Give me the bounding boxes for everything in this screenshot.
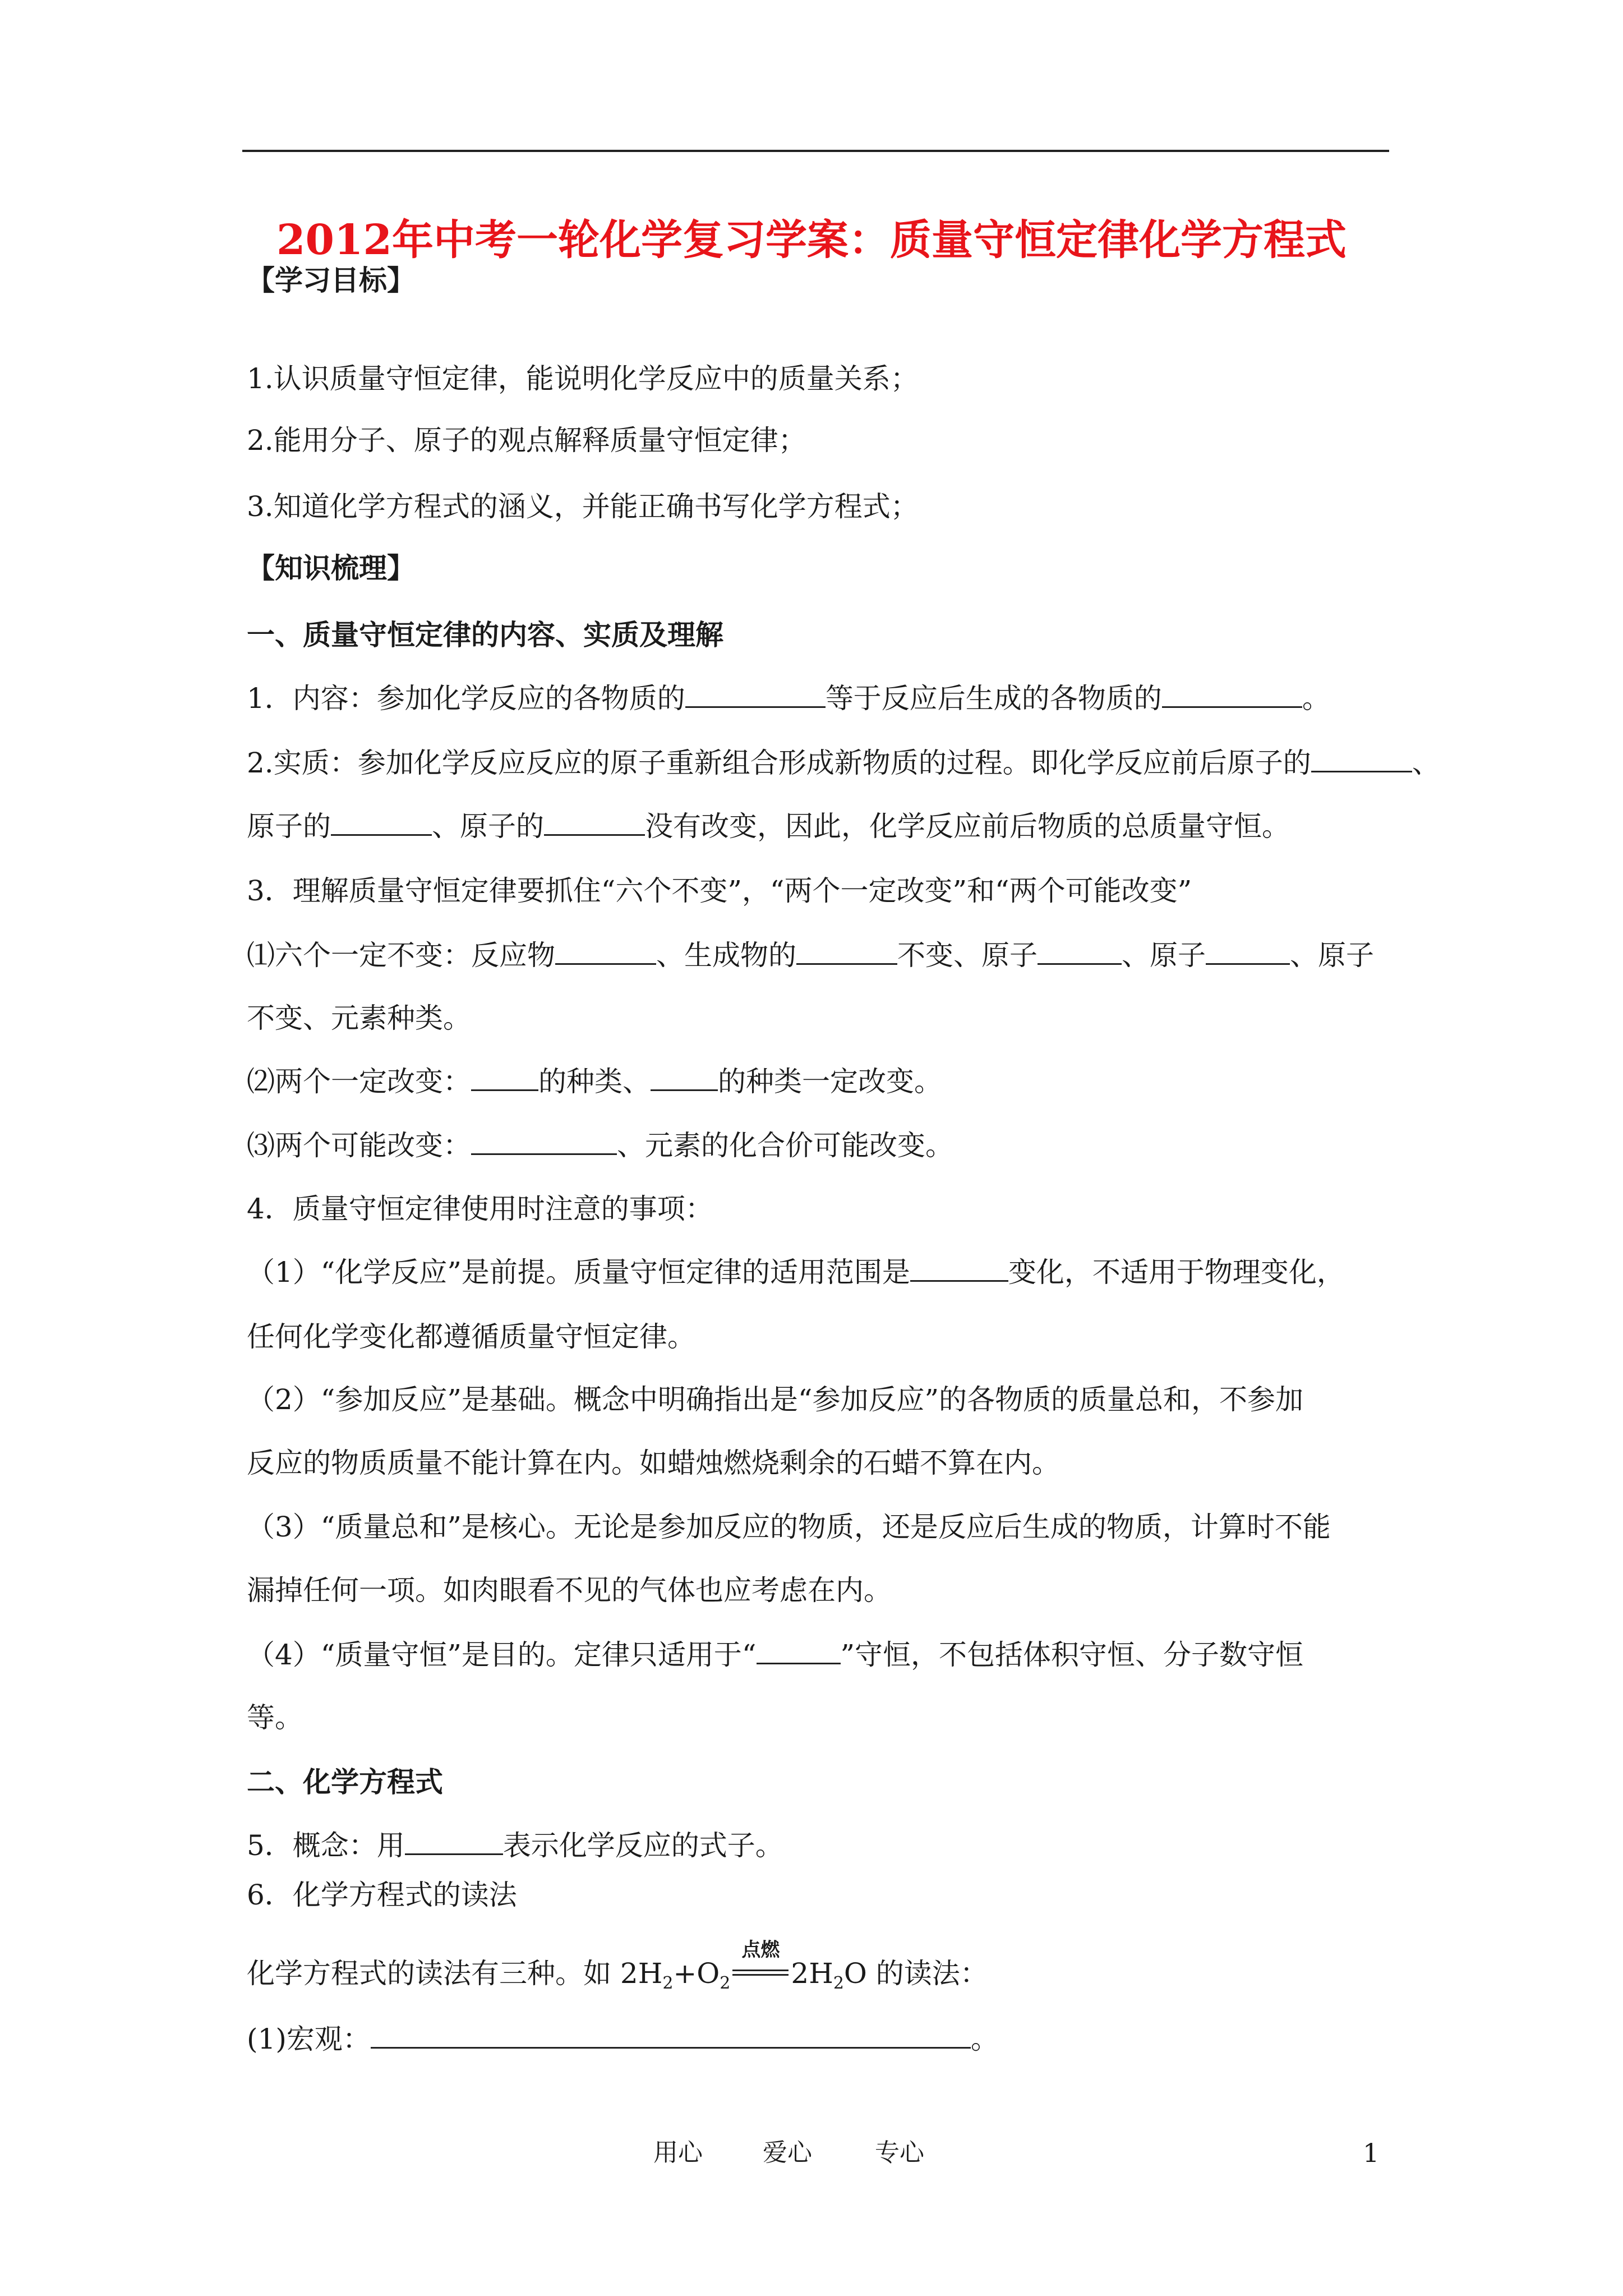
heading-mass-conservation: 一、质量守恒定律的内容、实质及理解 bbox=[247, 618, 723, 651]
item-4-1-line-1: （1）“化学反应”是前提。质量守恒定律的适用范围是 变化，不适用于物理变化， bbox=[247, 1256, 1345, 1289]
footer-word-1: 用心 bbox=[653, 2138, 703, 2167]
item-2-line-2: 原子的 、原子的 没有改变，因此，化学反应前后物质的总质量守恒。 bbox=[247, 810, 1290, 843]
section-knowledge-heading: 【知识梳理】 bbox=[247, 551, 415, 585]
item-1: 1．内容：参加化学反应的各物质的 等于反应后生成的各物质的 。 bbox=[247, 682, 1330, 715]
fill-blank[interactable] bbox=[471, 1065, 538, 1091]
goal-3: 3.知道化学方程式的涵义，并能正确书写化学方程式； bbox=[247, 490, 919, 523]
fill-blank[interactable] bbox=[1206, 938, 1290, 965]
item-4-3-line-2: 漏掉任何一项。如肉眼看不见的气体也应考虑在内。 bbox=[247, 1574, 892, 1607]
item-3: 3．理解质量守恒定律要抓住“六个不变”，“两个一定改变”和“两个可能改变” bbox=[247, 875, 1192, 907]
fill-blank[interactable] bbox=[1038, 938, 1122, 965]
fill-blank[interactable] bbox=[471, 1129, 617, 1155]
fill-blank[interactable] bbox=[651, 1065, 718, 1091]
heading-chemical-equation: 二、化学方程式 bbox=[247, 1765, 443, 1798]
page-number: 1 bbox=[1363, 2138, 1380, 2168]
goal-1: 1.认识质量守恒定律，能说明化学反应中的质量关系； bbox=[247, 362, 919, 395]
footer-word-2: 爱心 bbox=[763, 2138, 812, 2167]
fill-blank[interactable] bbox=[757, 1638, 841, 1664]
item-5: 5．概念：用 表示化学反应的式子。 bbox=[247, 1829, 783, 1862]
item-4-4-line-1: （4）“质量守恒”是目的。定律只适用于“ ”守恒，不包括体积守恒、分子数守恒 bbox=[247, 1639, 1304, 1671]
fill-blank[interactable] bbox=[910, 1255, 1008, 1282]
header-rule bbox=[242, 150, 1389, 152]
fill-blank[interactable] bbox=[371, 2022, 971, 2049]
equation-line: 化学方程式的读法有三种。如 $2H_2+O_2$ 点燃 $2H_2O$ 的读法： bbox=[247, 1939, 988, 1993]
item-3-3: ⑶两个可能改变： 、元素的化合价可能改变。 bbox=[247, 1129, 953, 1162]
fill-blank[interactable] bbox=[1311, 746, 1412, 772]
fill-blank[interactable] bbox=[685, 682, 826, 708]
item-4-2-line-1: （2）“参加反应”是基础。概念中明确指出是“参加反应”的各物质的质量总和，不参加 bbox=[247, 1383, 1304, 1416]
fill-blank[interactable] bbox=[331, 809, 432, 836]
item-3-1-line-2: 不变、元素种类。 bbox=[247, 1002, 471, 1034]
fill-blank[interactable] bbox=[1162, 682, 1302, 708]
item-4-4-line-2: 等。 bbox=[247, 1701, 303, 1734]
item-6: 6．化学方程式的读法 bbox=[247, 1879, 517, 1911]
fill-blank[interactable] bbox=[544, 809, 645, 836]
reaction-condition: 点燃 bbox=[732, 1955, 789, 1983]
goal-2: 2.能用分子、原子的观点解释质量守恒定律； bbox=[247, 424, 806, 457]
section-goals-heading: 【学习目标】 bbox=[247, 264, 415, 297]
item-3-2: ⑵两个一定改变： 的种类、 的种类一定改变。 bbox=[247, 1065, 942, 1098]
fill-blank[interactable] bbox=[796, 938, 897, 965]
item-4-3-line-1: （3）“质量总和”是核心。无论是参加反应的物质，还是反应后生成的物质，计算时不能 bbox=[247, 1511, 1331, 1543]
item-6-1: (1)宏观： 。 bbox=[247, 2023, 999, 2055]
fill-blank[interactable] bbox=[405, 1829, 503, 1855]
footer-word-3: 专心 bbox=[875, 2138, 924, 2167]
item-4: 4．质量守恒定律使用时注意的事项： bbox=[247, 1193, 713, 1225]
item-4-1-line-2: 任何化学变化都遵循质量守恒定律。 bbox=[247, 1320, 695, 1353]
item-2-line-1: 2.实质：参加化学反应反应的原子重新组合形成新物质的过程。即化学反应前后原子的 、 bbox=[247, 747, 1440, 779]
document-title: 2012年中考一轮化学复习学案：质量守恒定律化学方程式 bbox=[276, 216, 1347, 264]
fill-blank[interactable] bbox=[555, 938, 656, 965]
item-4-2-line-2: 反应的物质质量不能计算在内。如蜡烛燃烧剩余的石蜡不算在内。 bbox=[247, 1447, 1060, 1479]
item-3-1-line-1: ⑴六个一定不变：反应物 、生成物的 不变、原子 、原子 、原子 bbox=[247, 939, 1374, 972]
